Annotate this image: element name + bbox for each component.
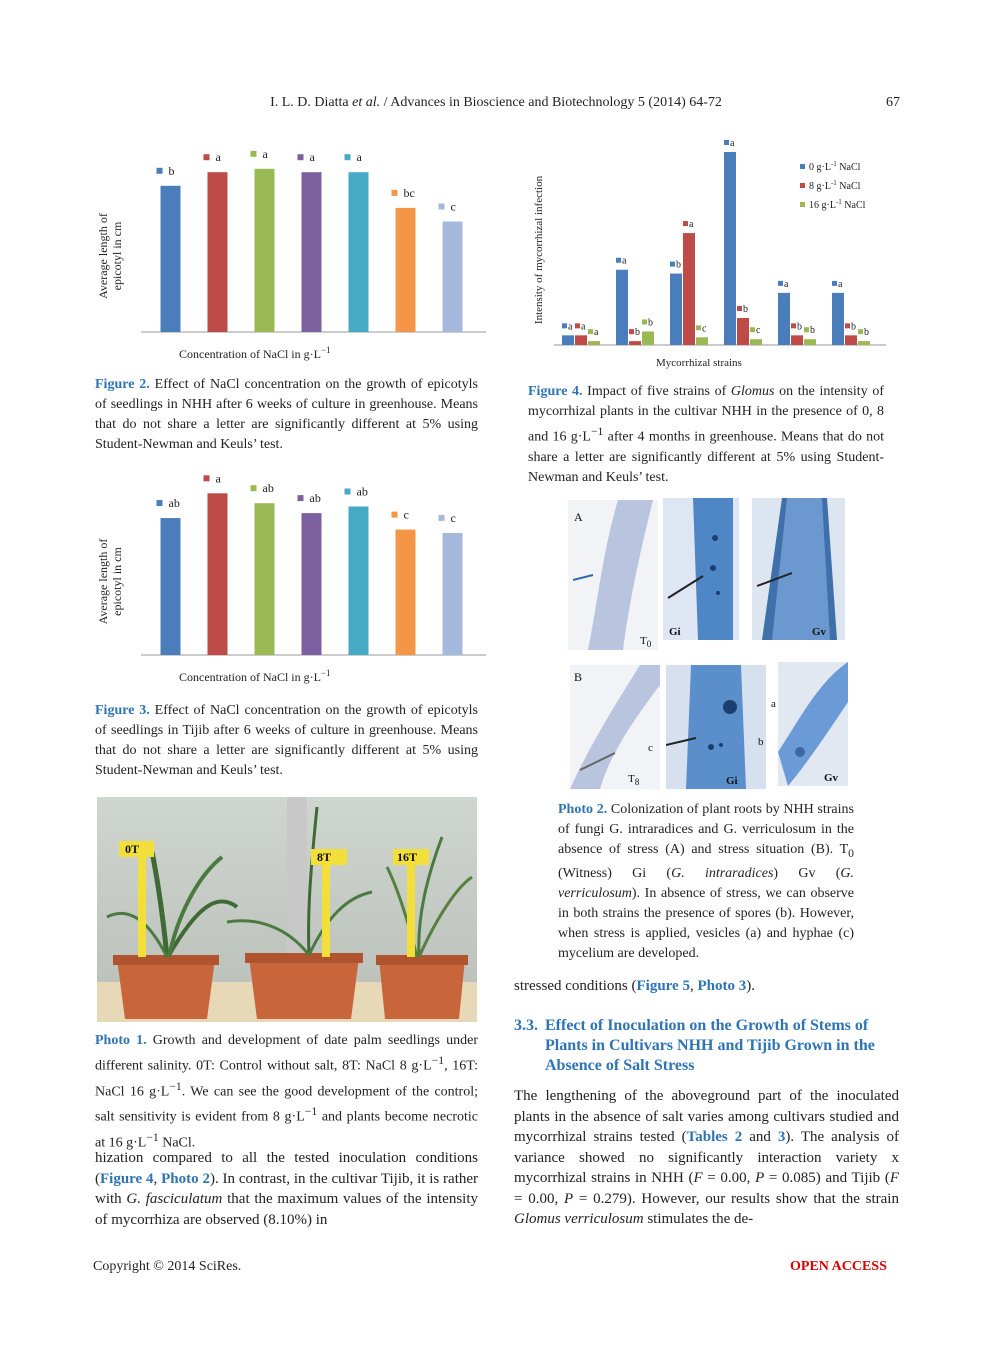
fig4-letter-s1-g4: a	[730, 140, 735, 149]
fig4-legend-swatch-3	[800, 202, 805, 207]
tag-8t-label: 8T	[317, 850, 332, 864]
fig3-letter-3: ab	[262, 481, 274, 496]
label-gi-a: Gi	[669, 626, 681, 638]
photo-2-panel-a-t0	[568, 500, 658, 650]
photo-2-panel-b-gi	[666, 665, 766, 789]
fig4-bar-s2-g1	[575, 335, 587, 345]
fig4-bar-s2-g2	[629, 341, 641, 345]
fig4-bar-s1-g2	[616, 270, 628, 345]
fig2-bar-1	[161, 186, 181, 332]
fig4-legend-label-2: 8 $g\cdot L^{-1}$ NaCl	[809, 179, 861, 192]
fig2-letter-marker-3	[251, 151, 257, 157]
fig4-letter-s3-g6: b	[864, 327, 869, 339]
fig3-letter-marker-5	[345, 489, 351, 495]
figure-2-chart	[92, 140, 492, 370]
fig4-bar-s3-g4	[750, 339, 762, 345]
fig4-xlabel: Mycorrhizal strains	[656, 357, 742, 369]
link-table-2[interactable]: Tables 2	[686, 1129, 743, 1145]
fig2-letter-marker-6	[392, 190, 398, 196]
fig2-letter-6: bc	[403, 185, 415, 200]
fig4-letter-marker-s2-g3	[683, 221, 688, 226]
fig4-letter-s3-g4: c	[756, 325, 761, 337]
fig4-letter-marker-s2-g4	[737, 306, 742, 311]
arrow-label-b: b	[758, 736, 764, 748]
fig3-letter-marker-7	[439, 515, 445, 521]
fig4-letter-marker-s1-g2	[616, 258, 621, 263]
fig2-xlabel: Concentration of NaCl in $g\cdot L^{-1}$	[179, 345, 331, 361]
label-a: A	[574, 510, 583, 524]
pot-1	[117, 959, 215, 1019]
arrow-label-a: a	[771, 698, 776, 710]
fig4-bar-s3-g1	[588, 341, 600, 345]
label-t8: $T_8$	[628, 773, 640, 788]
fig2-letter-7: c	[450, 199, 456, 214]
fig4-letter-marker-s1-g1	[562, 323, 567, 328]
fig4-bar-s1-g1	[562, 335, 574, 345]
fig4-letter-s3-g5: b	[810, 325, 815, 337]
pot-3	[379, 959, 465, 1019]
fig3-letter-1: ab	[168, 496, 180, 511]
fig4-letter-marker-s3-g2	[642, 319, 647, 324]
right-body-text: stressed conditions (Figure 5, Photo 3).	[514, 978, 755, 994]
fig4-letter-marker-s3-g4	[750, 327, 755, 332]
fig3-bar-1	[161, 518, 181, 655]
fig4-bar-s2-g4	[737, 318, 749, 345]
figure-2-label: Figure 2.	[95, 377, 150, 392]
fig2-letter-marker-5	[345, 154, 351, 160]
fig2-bar-2	[208, 172, 228, 332]
fig4-letter-s2-g2: b	[635, 327, 640, 339]
fig4-bar-s1-g3	[670, 274, 682, 345]
photo-2-panel-b-gv	[778, 662, 848, 786]
fig3-letter-marker-3	[251, 485, 257, 491]
figure-4-chart	[528, 140, 900, 375]
section-heading: 3.3. Effect of Inoculation on the Growth of Stems of Plants in Cultivars NHH and Tijib Grown in the Absence of Salt Stress	[514, 1017, 875, 1074]
fig3-bar-4	[302, 513, 322, 655]
page-number: 67	[886, 95, 900, 110]
pot-2	[249, 957, 359, 1019]
fig3-letter-5: ab	[356, 484, 368, 499]
label-gi-b: Gi	[726, 775, 738, 787]
fig3-ylabel: Average length ofepicotyl in cm	[96, 538, 124, 625]
fig2-letter-2: a	[215, 150, 221, 165]
fig4-letter-s1-g6: a	[838, 278, 843, 290]
fig4-letter-marker-s1-g3	[670, 262, 675, 267]
fig4-legend-label-1: 0 $g\cdot L^{-1}$ NaCl	[809, 160, 861, 173]
fig2-bar-3	[255, 169, 275, 332]
footer-open-access: OPEN ACCESS	[790, 1259, 887, 1274]
photo-2-panel-b-t8	[570, 665, 660, 789]
footer-copyright: Copyright © 2014 SciRes.	[93, 1259, 242, 1274]
link-photo-3[interactable]: Photo 3	[697, 978, 747, 994]
fig4-legend-swatch-2	[800, 183, 805, 188]
fig3-letter-marker-4	[298, 495, 304, 501]
fig4-letter-s1-g2: a	[622, 255, 627, 267]
fig4-bar-s2-g6	[845, 335, 857, 345]
arrow-label-c: c	[648, 742, 653, 754]
fig4-ylabel: Intensity of mycorrhizal infection	[533, 175, 545, 325]
fig4-letter-s3-g2: b	[648, 317, 653, 329]
figure-3-chart	[92, 468, 492, 693]
fig4-letter-marker-s1-g5	[778, 281, 783, 286]
fig3-letter-4: ab	[309, 491, 321, 506]
link-table-3[interactable]: 3	[777, 1129, 786, 1145]
fig4-bar-s2-g5	[791, 335, 803, 345]
fig4-letter-s1-g1: a	[568, 321, 573, 333]
fig4-letter-s3-g3: c	[702, 323, 707, 335]
fig3-bar-6	[396, 530, 416, 655]
figure-2-caption: Figure 2. Effect of NaCl concentration on the growth of epicotyls of seedlings in NHH after 6 weeks of culture in greenhouse. Means that do not share a letter are significantly different at 5% using Student-Newman and Keuls’ test.	[95, 377, 478, 452]
fig2-letter-marker-1	[157, 168, 163, 174]
fig3-letter-marker-1	[157, 500, 163, 506]
fig2-letter-3: a	[262, 146, 268, 161]
fig4-letter-marker-s2-g6	[845, 323, 850, 328]
link-photo-2[interactable]: Photo 2	[161, 1170, 210, 1187]
fig3-bar-2	[208, 493, 228, 655]
left-body-text: hization compared to all the tested inoculation conditions (Figure 4, Photo 2). In contrast, in the cultivar Tijib, it is rather with G. fasciculatum that the maximum values of the intensity of mycorrhiza are observed (8.10%) in	[95, 1150, 479, 1228]
photo-2-panel-a-gv	[752, 498, 845, 640]
fig4-letter-marker-s3-g1	[588, 329, 593, 334]
fig4-letter-marker-s1-g4	[724, 140, 729, 145]
label-b: B	[574, 670, 583, 684]
fig3-bar-5	[349, 507, 369, 656]
fig4-letter-s2-g6: b	[851, 321, 856, 333]
link-figure-4[interactable]: Figure 4	[100, 1170, 154, 1187]
label-gv-a: Gv	[812, 626, 827, 638]
fig3-letter-6: c	[403, 507, 409, 522]
fig4-bar-s3-g5	[804, 339, 816, 345]
fig2-bar-7	[443, 222, 463, 333]
fig4-legend-swatch-1	[800, 164, 805, 169]
header-citation: I. L. D. Diatta et al. / Advances in Bioscience and Biotechnology 5 (2014) 64-72	[270, 95, 722, 110]
section-paragraph: The lengthening of the aboveground part of the inoculated plants in the absence of salt varies among cultivars studied and mycorrhizal strains tested (Tables 2 and 3). The analysis of variance showed no significantly interaction variety x mycorrhizal strains in NHH (F = 0.00, P = 0.085) and Tijib (F = 0.00, P = 0.279). However, our results show that the strain Glomus verriculosum stimulates the de-	[514, 1088, 899, 1227]
fig4-bar-s3-g6	[858, 341, 870, 345]
fig2-letter-1: b	[168, 163, 175, 178]
link-figure-5[interactable]: Figure 5	[636, 978, 690, 994]
fig2-bar-4	[302, 172, 322, 332]
photo-2-panel-a-gi	[663, 498, 739, 640]
figure-3-label: Figure 3.	[95, 703, 150, 718]
fig2-ylabel: Average length ofepicotyl in cm	[96, 213, 124, 299]
fig4-bar-s3-g3	[696, 337, 708, 345]
fig4-bar-s1-g6	[832, 293, 844, 345]
fig2-bar-5	[349, 172, 369, 332]
fig2-letter-marker-2	[204, 154, 210, 160]
figure-3-caption: Figure 3. Effect of NaCl concentration on the growth of epicotyls of seedlings in Tijib after 6 weeks of culture in greenhouse. Means that do not share a letter are significantly different at 5% using Student-Newman and Keuls’ test.	[95, 703, 478, 778]
fig4-letter-s2-g4: b	[743, 303, 748, 315]
fig2-letter-marker-4	[298, 154, 304, 160]
label-t0: $T_0$	[640, 635, 652, 650]
fig3-letter-2: a	[215, 471, 221, 486]
photo-1-drawing	[97, 797, 477, 1022]
fig4-letter-marker-s3-g5	[804, 327, 809, 332]
label-gv-b: Gv	[824, 772, 839, 784]
fig4-letter-s1-g5: a	[784, 278, 789, 290]
fig4-letter-s3-g1: a	[594, 327, 599, 339]
fig4-bar-s3-g2	[642, 331, 654, 345]
tag-16t-label: 16T	[397, 850, 418, 864]
fig3-bar-3	[255, 503, 275, 655]
fig3-letter-7: c	[450, 510, 456, 525]
fig2-bar-6	[396, 208, 416, 332]
fig4-letter-s2-g5: b	[797, 321, 802, 333]
photo-1-caption: Photo 1. Growth and development of date palm seedlings under different salinity. 0T: Control without salt, 8T: NaCl 8 $g\cdot L^{-1}$, 16T: NaCl 16 $g\cdot L^{-1}$. We can see the good development of the control; salt sensitivity is evident from 8 $g\cdot L^{-1}$ and plants become necrotic at 16 $g\cdot L^{-1}$ NaCl.	[95, 1033, 479, 1151]
fig4-letter-marker-s2-g5	[791, 323, 796, 328]
fig4-letter-s2-g3: a	[689, 219, 694, 231]
fig2-letter-4: a	[309, 150, 315, 165]
fig3-xlabel: Concentration of NaCl in $g\cdot L^{-1}$	[179, 668, 331, 684]
fig3-bar-7	[443, 533, 463, 655]
fig4-letter-s1-g3: b	[676, 259, 681, 271]
fig3-letter-marker-6	[392, 512, 398, 518]
fig4-letter-s2-g1: a	[581, 321, 586, 333]
photo-1-image	[97, 797, 477, 1022]
fig4-bar-s2-g3	[683, 233, 695, 345]
fig4-letter-marker-s1-g6	[832, 281, 837, 286]
photo-2-caption: Photo 2. Colonization of plant roots by NHH strains of fungi G. intraradices and G. verriculosum in the absence of stress (A) and stress situation (B). $T_0$ (Witness) Gi (G. intraradices) Gv (G. verriculosum). In absence of stress, we can observe in both strains the presence of spores (b). However, when stress is applied, vesicles (a) and hyphae (c) mycelium are developed.	[558, 802, 855, 961]
fig4-letter-marker-s2-g2	[629, 329, 634, 334]
fig4-letter-marker-s2-g1	[575, 323, 580, 328]
fig4-bar-s1-g4	[724, 152, 736, 345]
fig4-letter-marker-s3-g6	[858, 329, 863, 334]
figure-4-caption: Figure 4. Impact of five strains of Glomus on the intensity of mycorrhizal plants in the cultivar NHH in the presence of 0, 8 and 16 $g\cdot L^{-1}$ after 4 months in greenhouse. Means that do not share a letter are significantly different at 5% using Student-Newman and Keuls’ test.	[528, 384, 884, 485]
fig2-letter-5: a	[356, 150, 362, 165]
fig3-letter-marker-2	[204, 475, 210, 481]
fig4-legend-label-3: 16 $g\cdot L^{-1}$ NaCl	[809, 198, 866, 211]
fig4-letter-marker-s3-g3	[696, 325, 701, 330]
fig2-letter-marker-7	[439, 204, 445, 210]
fig4-bar-s1-g5	[778, 293, 790, 345]
tag-0t-label: 0T	[125, 842, 140, 856]
